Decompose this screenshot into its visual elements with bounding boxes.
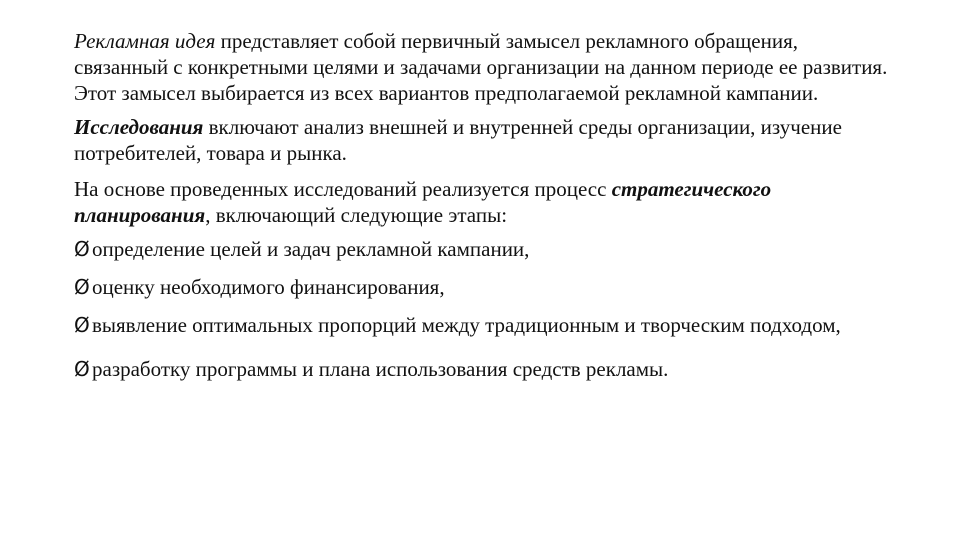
list-item-text: разработку программы и плана использования средств рекламы. — [92, 357, 669, 381]
research-definition: включают анализ внешней и внутренней среды организации, изучение потребителей, товара и рынка. — [74, 115, 842, 165]
slide-content — [74, 28, 894, 382]
advertising-idea-definition: представляет собой первичный замысел рекламного обращения, связанный с конкретными целями и задачами организации на данном периоде ее развития. — [74, 29, 888, 79]
list-item — [74, 236, 894, 262]
paragraph-strategic-planning — [74, 176, 894, 228]
list-item-text: определение целей и задач рекламной кампании, — [92, 237, 530, 261]
term-strategic-planning: стратегического планирования — [74, 177, 772, 227]
arrow-bullet-icon: Ø — [74, 357, 90, 381]
strategic-planning-outro: , включающий следующие этапы: — [205, 203, 508, 227]
strategic-planning-intro: На основе проведенных исследований реализуется процесс — [74, 177, 612, 201]
term-research: Исследования — [74, 115, 204, 139]
list-item — [74, 312, 894, 338]
paragraph-advertising-idea — [74, 28, 894, 80]
idea-selection-text: Этот замысел выбирается из всех вариантов предполагаемой рекламной кампании. — [74, 81, 819, 105]
term-advertising-idea: Рекламная идея — [74, 29, 216, 53]
arrow-bullet-icon: Ø — [74, 275, 90, 299]
list-item — [74, 356, 894, 382]
arrow-bullet-icon: Ø — [74, 237, 90, 261]
list-item-text: оценку необходимого финансирования, — [92, 275, 445, 299]
list-item — [74, 274, 894, 300]
paragraph-research — [74, 114, 894, 166]
paragraph-idea-selection — [74, 80, 894, 106]
list-item-text: выявление оптимальных пропорций между традиционным и творческим подходом, — [92, 313, 841, 337]
arrow-bullet-icon: Ø — [74, 313, 90, 337]
